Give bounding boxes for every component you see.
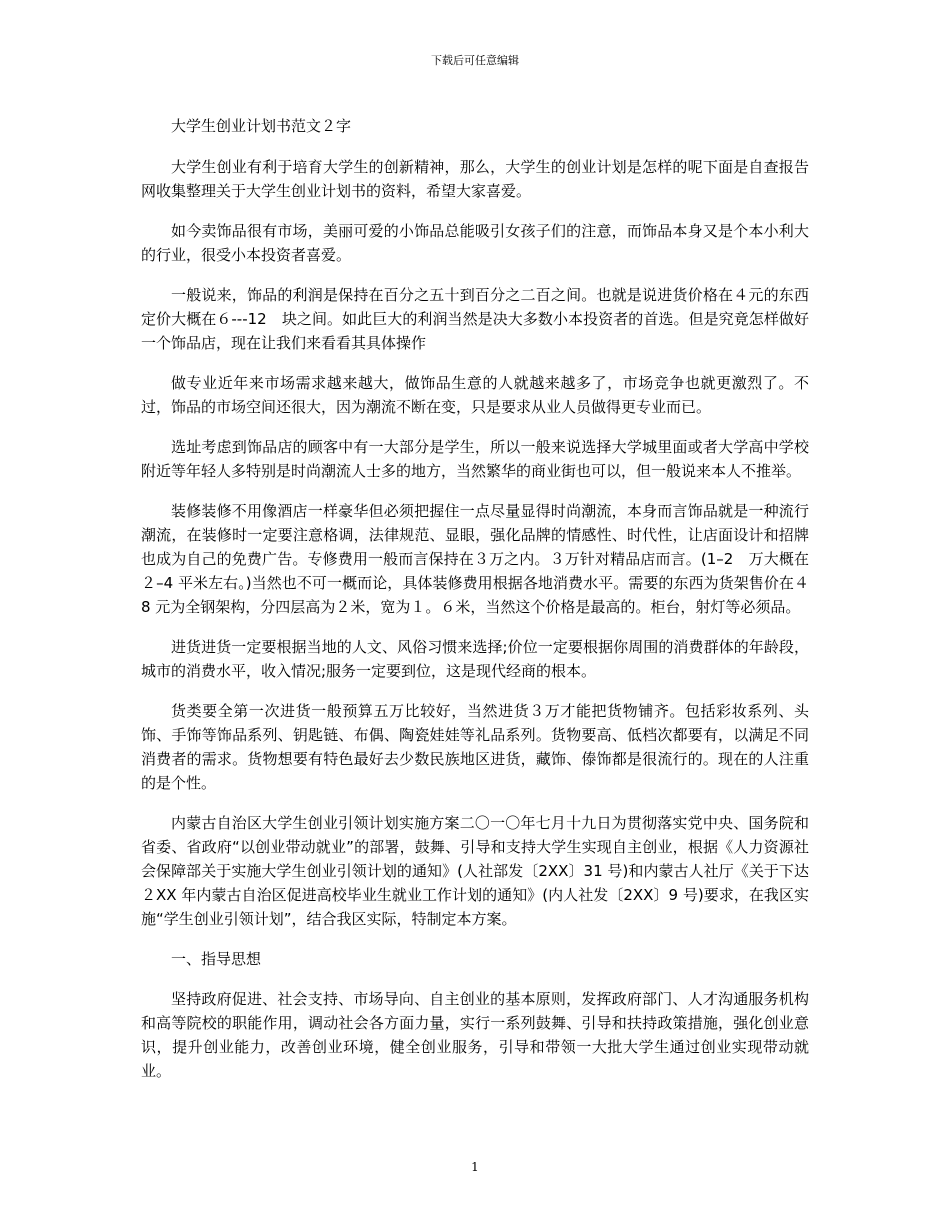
paragraph-plan: 内蒙古自治区大学生创业引领计划实施方案二〇一〇年七月十九日为贯彻落实党中央、国务院和省委、省政府“以创业带动就业”的部署，鼓舞、引导和支持大学生实现自主创业，根据《人力资源社会保障部关于实施大学生创业引领计划的通知》(人社部发〔2XX〕31 号)和内蒙古人社厅《关于下达２XX 年内蒙古自治区促进高校毕业生就业工作计划的通知》(内人社发〔2XX〕9 号)要求，在我区实施“学生创业引领计划”，结合我区实际，特制定本方案。	[141, 814, 809, 928]
page-header: 下载后可任意编辑	[431, 54, 519, 67]
paragraph-decoration: 装修装修不用像酒店一样豪华但必须把握住一点尽量显得时尚潮流，本身而言饰品就是一种流行潮流，在装修时一定要注意格调，法律规范、显眼，强化品牌的情感性、时代性，让店面设计和招牌也成为自己的免费广告。专修费用一般而言保持在３万之内。３万针对精品店而言。(1–2 万大概在２–4 平米左右。)当然也不可一概而论，具体装修费用根据各地消费水平。需要的东西为货架售价在４8 元为全钢架构，分四层高为２米，宽为１。６米，当然这个价格是最高的。柜台，射灯等必须品。	[141, 502, 809, 616]
paragraph-intro: 大学生创业有利于培育大学生的创新精神，那么，大学生的创业计划是怎样的呢下面是自查报告网收集整理关于大学生创业计划书的资料，希望大家喜爱。	[141, 158, 809, 200]
paragraph-specialize: 做专业近年来市场需求越来越大，做饰品生意的人就越来越多了，市场竞争也就更激烈了。不过，饰品的市场空间还很大，因为潮流不断在变，只是要求从业人员做得更专业而已。	[141, 374, 809, 416]
page-number: 1	[471, 1160, 479, 1174]
paragraph-purchasing: 进货进货一定要根据当地的人文、风俗习惯来选择;价位一定要根据你周围的消费群体的年龄段，城市的消费水平，收入情况;服务一定要到位，这是现代经商的根本。	[141, 638, 809, 680]
section-heading: 一、指导思想	[171, 950, 262, 968]
document-title: 大学生创业计划书范文２字	[171, 117, 352, 135]
paragraph-location: 选址考虑到饰品店的顾客中有一大部分是学生，所以一般来说选择大学城里面或者大学高中学校附近等年轻人多特别是时尚潮流人士多的地方，当然繁华的商业街也可以，但一般说来本人不推举。	[141, 438, 809, 480]
document-body	[141, 114, 809, 1099]
paragraph-market: 如今卖饰品很有市场，美丽可爱的小饰品总能吸引女孩子们的注意，而饰品本身又是个本小利大的行业，很受小本投资者喜爱。	[141, 222, 809, 264]
paragraph-guiding-idea: 坚持政府促进、社会支持、市场导向、自主创业的基本原则，发挥政府部门、人才沟通服务机构和高等院校的职能作用，调动社会各方面力量，实行一系列鼓舞、引导和扶持政策措施，强化创业意识，提升创业能力，改善创业环境，健全创业服务，引导和带领一大批大学生通过创业实现带动就业。	[141, 990, 809, 1080]
paragraph-product-range: 货类要全第一次进货一般预算五万比较好，当然进货３万才能把货物铺齐。包括彩妆系列、头饰、手饰等饰品系列、钥匙链、布偶、陶瓷娃娃等礼品系列。货物要高、低档次都要有，以满足不同消费者的需求。货物想要有特色最好去少数民族地区进货，藏饰、傣饰都是很流行的。现在的人注重的是个性。	[141, 702, 809, 792]
paragraph-profit: 一般说来，饰品的利润是保持在百分之五十到百分之二百之间。也就是说进货价格在４元的东西定价大概在６---12 块之间。如此巨大的利润当然是决大多数小本投资者的首选。但是究竟怎样做好一个饰品店，现在让我们来看看其具体操作	[141, 286, 809, 352]
